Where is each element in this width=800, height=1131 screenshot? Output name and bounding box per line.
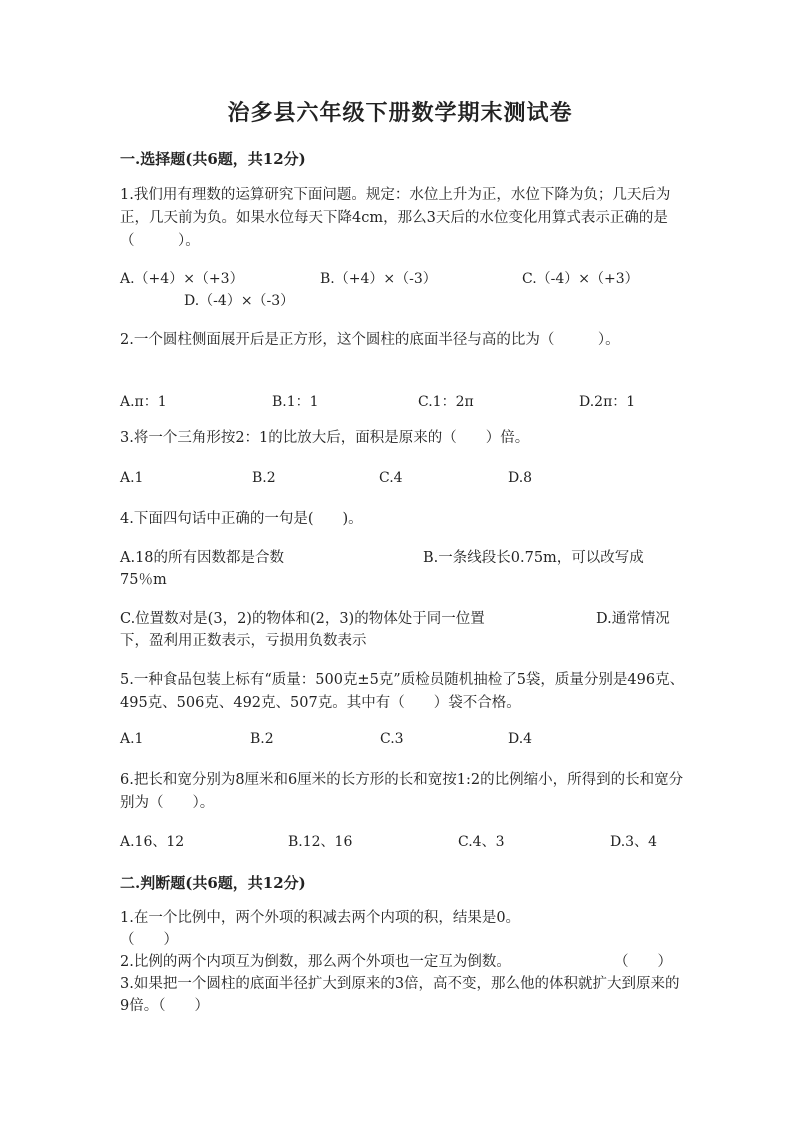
option-b: B.12、16 bbox=[288, 834, 353, 850]
judgment-1: 1.在一个比例中，两个外项的积减去两个内项的积，结果是0。 bbox=[120, 910, 521, 926]
judgment-3: 3.如果把一个圆柱的底面半径扩大到原来的3倍，高不变，那么他的体积就扩大到原来的9倍。（ ） bbox=[120, 976, 680, 1014]
section-heading-true-false: 二.判断题(共6题，共12分) bbox=[120, 874, 306, 892]
question-2: 2.一个圆柱侧面展开后是正方形，这个圆柱的底面半径与高的比为（ ）。 bbox=[120, 332, 620, 348]
option-d: D.4 bbox=[508, 731, 533, 747]
option-c: C.3 bbox=[380, 731, 404, 747]
option-b: B.1：1 bbox=[272, 394, 319, 410]
judgment-2-answer-blank: （ ） bbox=[614, 954, 672, 970]
option-d: D.2π：1 bbox=[579, 394, 636, 410]
option-b: B.（+4）×（-3） bbox=[320, 271, 437, 287]
option-c: C.（-4）×（+3） bbox=[522, 271, 639, 287]
question-3-options bbox=[120, 470, 685, 493]
question-3: 3.将一个三角形按2：1的比放大后，面积是原来的（ ）倍。 bbox=[120, 430, 530, 446]
question-1: 1.我们用有理数的运算研究下面问题。规定：水位上升为正，水位下降为负；几天后为正，几天前为负。如果水位每天下降4cm，那么3天后的水位变化用算式表示正确的是（ ）。 bbox=[120, 187, 671, 249]
option-d: D.3、4 bbox=[610, 834, 657, 850]
option-b: B.一条线段长0.75m，可以改写成 bbox=[423, 550, 644, 566]
option-a: A.1 bbox=[120, 731, 144, 747]
option-d-continued: 下，盈利用正数表示，亏损用负数表示 bbox=[120, 633, 367, 649]
option-a: A.18的所有因数都是合数 bbox=[120, 550, 285, 566]
judgment-2: 2.比例的两个内项互为倒数，那么两个外项也一定互为倒数。 bbox=[120, 954, 511, 970]
option-b-continued: 75％m bbox=[120, 572, 167, 588]
option-c: C.4、3 bbox=[458, 834, 505, 850]
option-d: D.（-4）×（-3） bbox=[184, 293, 295, 309]
question-4: 4.下面四句话中正确的一句是( )。 bbox=[120, 511, 363, 527]
question-6: 6.把长和宽分别为8厘米和6厘米的长方形的长和宽按1:2的比例缩小，所得到的长和宽分别为（ ）。 bbox=[120, 772, 684, 811]
option-d: D.8 bbox=[508, 470, 533, 486]
option-d: D.通常情况 bbox=[596, 611, 670, 627]
question-1-options bbox=[120, 268, 685, 291]
option-a: A.1 bbox=[120, 470, 144, 486]
option-c: C.位置数对是(3，2)的物体和(2，3)的物体处于同一位置 bbox=[120, 611, 485, 627]
option-a: A.（+4）×（+3） bbox=[120, 271, 244, 287]
question-1-options-row2 bbox=[120, 290, 685, 313]
option-b: B.2 bbox=[252, 470, 276, 486]
judgment-1-answer-blank: （ ） bbox=[120, 932, 178, 948]
option-a: A.16、12 bbox=[120, 834, 185, 850]
question-5: 5.一种食品包装上标有“质量：500克±5克”质检员随机抽检了5袋，质量分别是496克、495克、506克、492克、507克。其中有（ ）袋不合格。 bbox=[120, 672, 685, 711]
option-c: C.4 bbox=[379, 470, 403, 486]
page-title: 治多县六年级下册数学期末测试卷 bbox=[227, 100, 573, 126]
option-b: B.2 bbox=[250, 731, 274, 747]
option-c: C.1：2π bbox=[418, 394, 474, 410]
question-5-options bbox=[120, 731, 685, 754]
option-a: A.π：1 bbox=[120, 394, 167, 410]
question-6-options bbox=[120, 831, 685, 854]
question-2-options bbox=[120, 391, 685, 414]
section-heading-choice: 一.选择题(共6题，共12分) bbox=[120, 150, 306, 168]
